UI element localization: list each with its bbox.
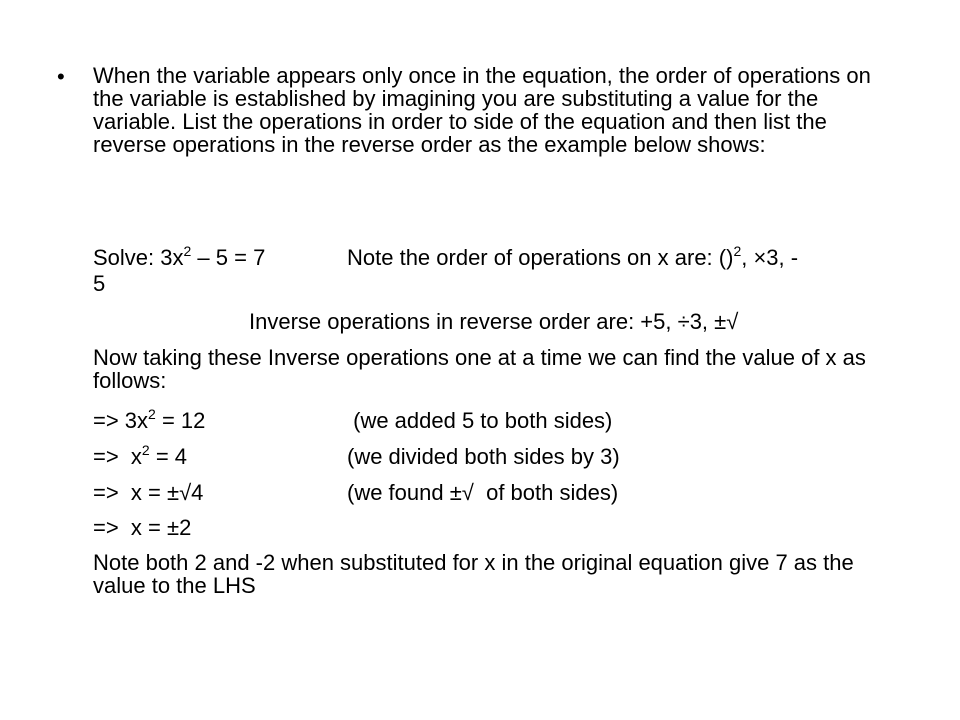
step-note: (we divided both sides by 3) (347, 444, 620, 469)
step-note: (we added 5 to both sides) (347, 408, 613, 433)
taking-paragraph: Now taking these Inverse operations one at a time we can find the value of x as follows: (93, 345, 866, 393)
step-equation (93, 481, 203, 504)
order-note-a: Note the order of operations on x are: () (347, 245, 734, 270)
step-eq-exponent: 2 (148, 406, 156, 422)
order-note (347, 243, 799, 270)
inverse-operations: Inverse operations in reverse order are: +5, ÷3, ±√ (249, 309, 739, 334)
bullet-icon: • (57, 64, 65, 89)
step-eq-b: = 4 (149, 444, 188, 469)
step-equation (93, 406, 206, 433)
step-eq-a: => x = ±2 (93, 515, 192, 540)
solve-exponent: 2 (183, 243, 192, 259)
order-note-wrap: 5 (93, 271, 106, 296)
step-equation (93, 442, 188, 469)
step-eq-a: => x = ±√4 (93, 480, 204, 505)
step-eq-a: => x (93, 444, 142, 469)
solve-label: Solve: 3x (93, 245, 184, 270)
order-note-b: , ×3, - (741, 245, 799, 270)
conclusion-paragraph: Note both 2 and -2 when substituted for x in the original equation give 7 as the value to the LHS (93, 550, 854, 598)
step-eq-a: => 3x (93, 408, 149, 433)
solve-equation (93, 243, 266, 270)
order-note-exponent: 2 (733, 243, 742, 259)
step-eq-b: = 12 (155, 408, 206, 433)
step-note: (we found ±√ of both sides) (347, 480, 619, 505)
step-eq-exponent: 2 (141, 442, 150, 458)
step-equation (93, 516, 191, 539)
solve-rest: – 5 = 7 (191, 245, 266, 270)
intro-paragraph: When the variable appears only once in the equation, the order of operations on the variable is established by imagining you are substituting a value for the variable. List the operations in order to side of the equation and then list the reverse operations in the reverse order as the example below shows: (93, 63, 871, 157)
